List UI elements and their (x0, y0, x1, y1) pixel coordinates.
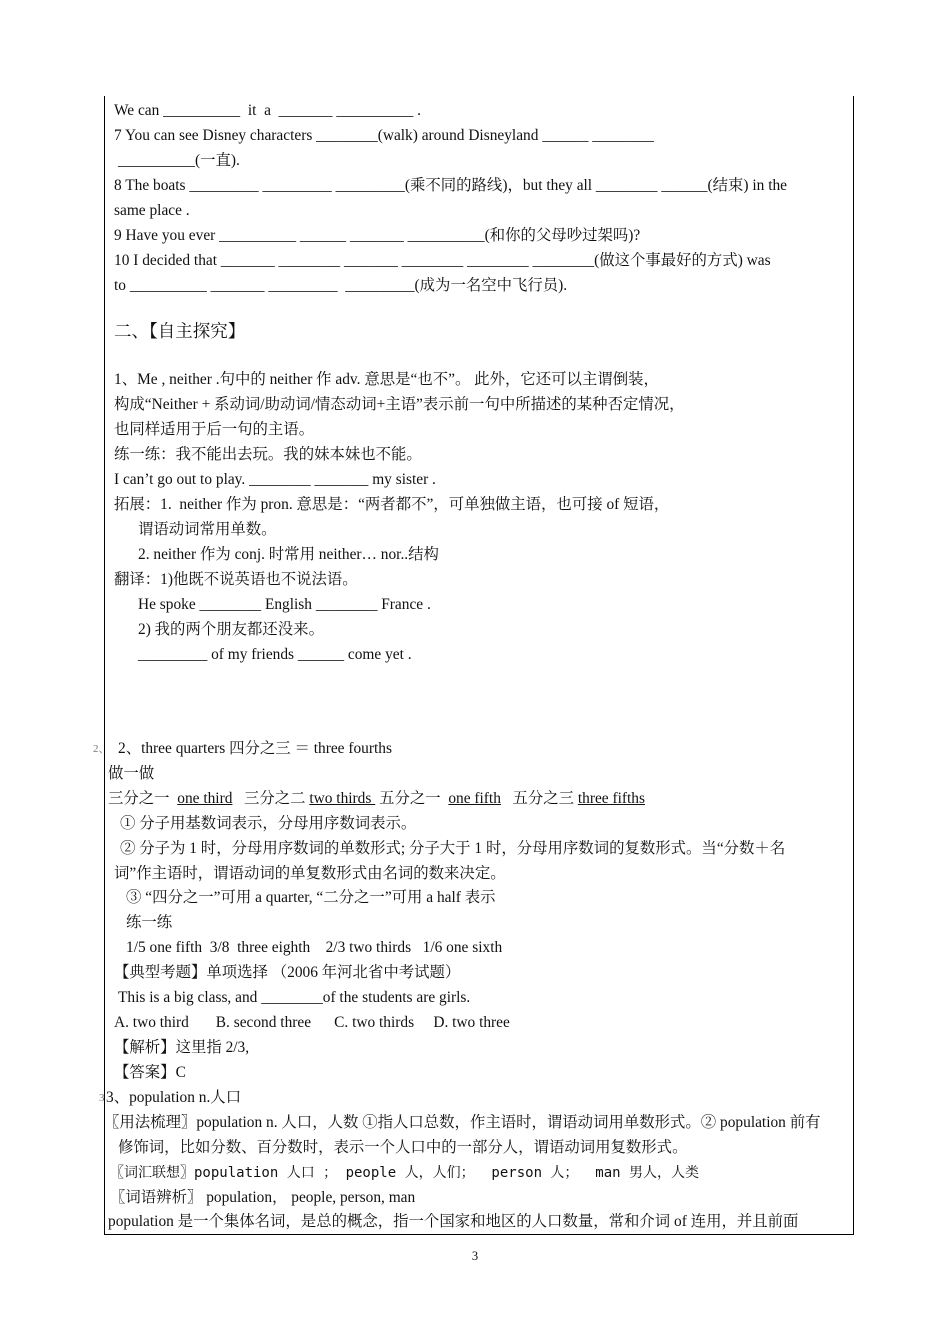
text-line: A. two third B. second three C. two thirds D. two three (114, 1014, 510, 1031)
text-line: same place . (114, 202, 190, 219)
text-line: 2、three quarters 四分之三 ＝ three fourths (118, 740, 392, 757)
text-line: _________ of my friends ______ come yet . (138, 646, 412, 663)
text-line: ② 分子为 1 时，分母用序数词的单数形式; 分子大于 1 时，分母用序数词的复数形式。当“分数＋名 (120, 840, 786, 857)
text-line: 谓语动词常用单数。 (138, 521, 277, 538)
text-line: 构成“Neither + 系动词/助动词/情态动词+主语”表示前一句中所描述的某种否定情况， (114, 396, 685, 413)
text-line: population 是一个集体名词，是总的概念，指一个国家和地区的人口数量，常和介词 of 连用，并且前面 (108, 1213, 799, 1230)
text-line: 2. neither 作为 conj. 时常用 neither… nor..结构 (138, 546, 439, 563)
page-number: 3 (471, 1249, 479, 1263)
text-line: 7 You can see Disney characters ________(walk) around Disneyland ______ ________ (114, 127, 654, 144)
text-line: 8 The boats _________ _________ _________(乘不同的路线)，but they all ________ ______(结束) in the (114, 177, 788, 194)
section-heading: 二、【自主探究】 (114, 321, 246, 341)
text-line: ① 分子用基数词表示，分母用序数词表示。 (120, 815, 417, 832)
text-line: 【解析】这里指 2/3, (114, 1039, 250, 1056)
text-line: 【答案】C (114, 1064, 186, 1081)
text-line: 〖词语辨析〗 population， people, person, man (110, 1189, 416, 1206)
text-line: 拓展：1. neither 作为 pron. 意思是：“两者都不”，可单独做主语，也可接 of 短语， (114, 496, 670, 513)
text-line: __________(一直). (118, 152, 240, 169)
text-line: 练一练 (126, 914, 173, 931)
text-line: 1、Me , neither .句中的 neither 作 adv. 意思是“也不”。 此外，它还可以主谓倒装， (114, 371, 659, 388)
text-line: We can __________ it a _______ __________ . (114, 102, 421, 119)
list-marker: 3 (99, 1092, 105, 1104)
text-line: This is a big class, and ________of the students are girls. (118, 989, 471, 1006)
text-line: 1/5 one fifth 3/8 three eighth 2/3 two thirds 1/6 one sixth (126, 939, 503, 956)
list-marker: 2、 (93, 743, 110, 755)
text-line: 〖词汇联想〗population 人口 ； people 人，人们； person 人； man 男人，人类 (110, 1165, 700, 1181)
text-line: 练一练：我不能出去玩。我的妹本妹也不能。 (114, 446, 422, 463)
fraction-line: 三分之一 one third 三分之二 two thirds 五分之一 one fifth 五分之三 three fifths (108, 790, 645, 807)
text-line: 【典型考题】单项选择 （2006 年河北省中考试题） (114, 964, 461, 981)
text-line: 做一做 (108, 765, 155, 782)
text-line: He spoke ________ English ________ France . (138, 596, 431, 613)
text-line: I can’t go out to play. ________ _______ my sister . (114, 471, 436, 488)
text-line: 3、population n.人口 (106, 1089, 242, 1106)
text-line: 翻译：1)他既不说英语也不说法语。 (114, 571, 358, 588)
text-line: 修饰词，比如分数、百分数时，表示一个人口中的一部分人，谓语动词用复数形式。 (118, 1139, 688, 1156)
text-line: 9 Have you ever __________ ______ _______ __________(和你的父母吵过架吗)? (114, 227, 641, 244)
text-line: ③ “四分之一”可用 a quarter, “二分之一”可用 a half 表示 (126, 889, 496, 906)
text-line: 词”作主语时，谓语动词的单复数形式由名词的数来决定。 (114, 865, 506, 882)
text-line: 也同样适用于后一句的主语。 (114, 421, 315, 438)
text-line: 2) 我的两个朋友都还没来。 (138, 621, 324, 638)
text-line: 10 I decided that _______ ________ _______ ________ ________ ________(做这个事最好的方式) was (114, 252, 771, 269)
text-line: to __________ _______ _________ _________(成为一名空中飞行员). (114, 277, 568, 294)
text-line: 〖用法梳理〗population n. 人口，人数 ①指人口总数，作主语时，谓语动词用单数形式。② population 前有 (104, 1114, 821, 1131)
